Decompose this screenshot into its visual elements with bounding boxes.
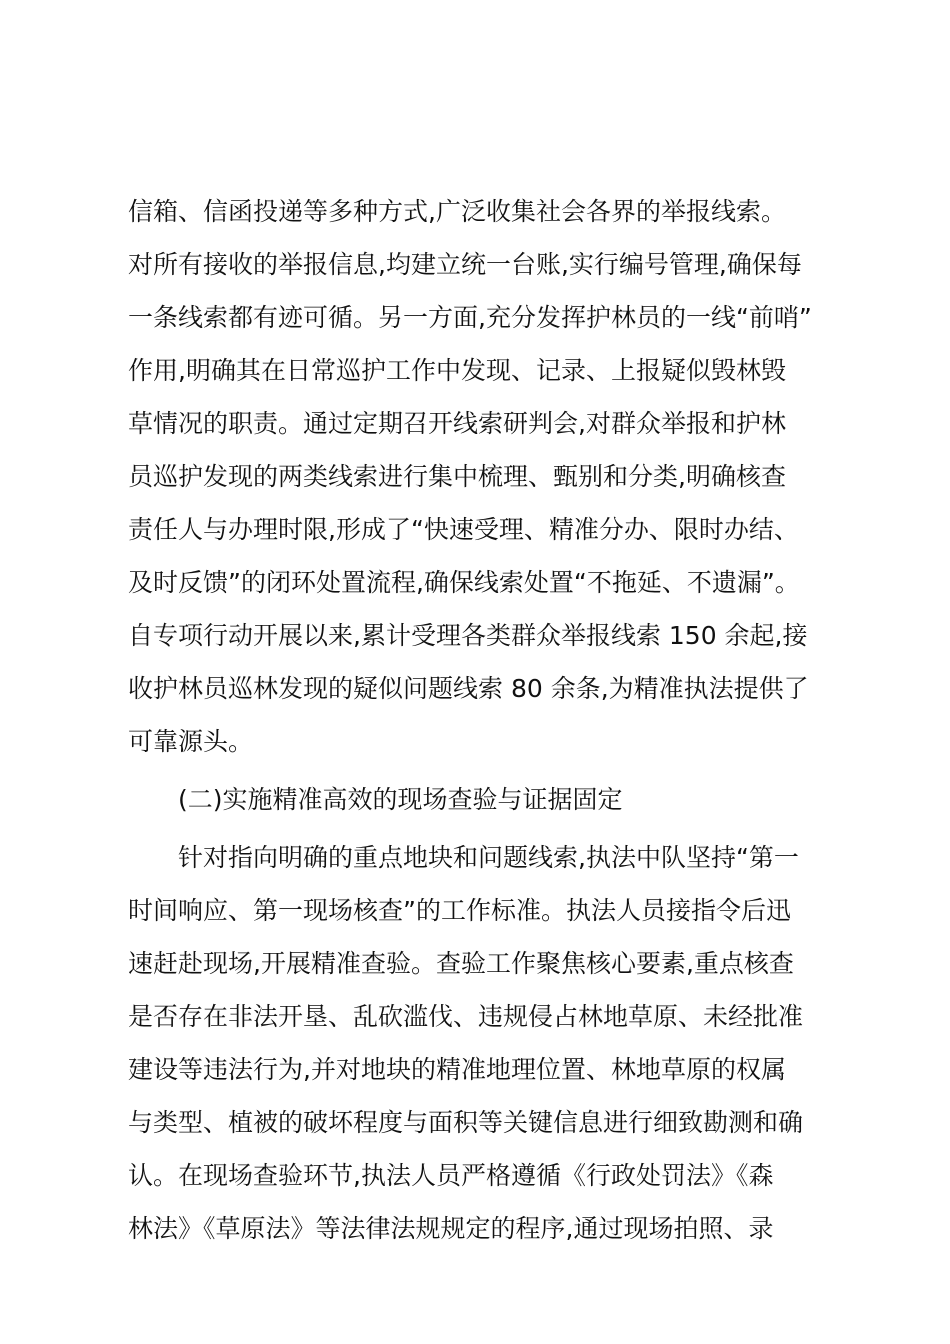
paragraph-line: 速赶赴现场,开展精准查验。查验工作聚焦核心要素,重点核查 (128, 949, 794, 978)
paragraph-line: 收护林员巡林发现的疑似问题线索 80 余条,为精准执法提供了 (128, 674, 809, 703)
paragraph-line: 及时反馈”的闭环处置流程,确保线索处置“不拖延、不遗漏”。 (128, 568, 800, 597)
paragraph-line: 员巡护发现的两类线索进行集中梳理、甄别和分类,明确核查 (128, 462, 786, 491)
paragraph-line: 建设等违法行为,并对地块的精准地理位置、林地草原的权属 (128, 1055, 786, 1084)
paragraph-line: 可靠源头。 (128, 727, 254, 756)
paragraph-line: 时间响应、第一现场核查”的工作标准。执法人员接指令后迅 (128, 896, 791, 925)
paragraph-line: 草情况的职责。通过定期召开线索研判会,对群众举报和护林 (128, 409, 786, 438)
paragraph-line: 一条线索都有迹可循。另一方面,充分发挥护林员的一线“前哨” (128, 303, 812, 332)
paragraph-line: 对所有接收的举报信息,均建立统一台账,实行编号管理,确保每 (128, 250, 802, 279)
paragraph-line: 认。在现场查验环节,执法人员严格遵循《行政处罚法》《森 (128, 1161, 774, 1190)
paragraph-line: 自专项行动开展以来,累计受理各类群众举报线索 150 余起,接 (128, 621, 808, 650)
paragraph-line: 是否存在非法开垦、乱砍滥伐、违规侵占林地草原、未经批准 (128, 1002, 804, 1031)
paragraph-line: 与类型、植被的破坏程度与面积等关键信息进行细致勘测和确 (128, 1108, 804, 1137)
paragraph-line: 针对指向明确的重点地块和问题线索,执法中队坚持“第一 (178, 843, 799, 872)
paragraph-line: 责任人与办理时限,形成了“快速受理、精准分办、限时办结、 (128, 515, 799, 544)
section-heading: (二)实施精准高效的现场查验与证据固定 (178, 785, 623, 814)
paragraph-line: 作用,明确其在日常巡护工作中发现、记录、上报疑似毁林毁 (128, 356, 786, 385)
paragraph-line: 信箱、信函投递等多种方式,广泛收集社会各界的举报线索。 (128, 197, 786, 226)
paragraph-line: 林法》《草原法》等法律法规规定的程序,通过现场拍照、录 (128, 1214, 774, 1243)
